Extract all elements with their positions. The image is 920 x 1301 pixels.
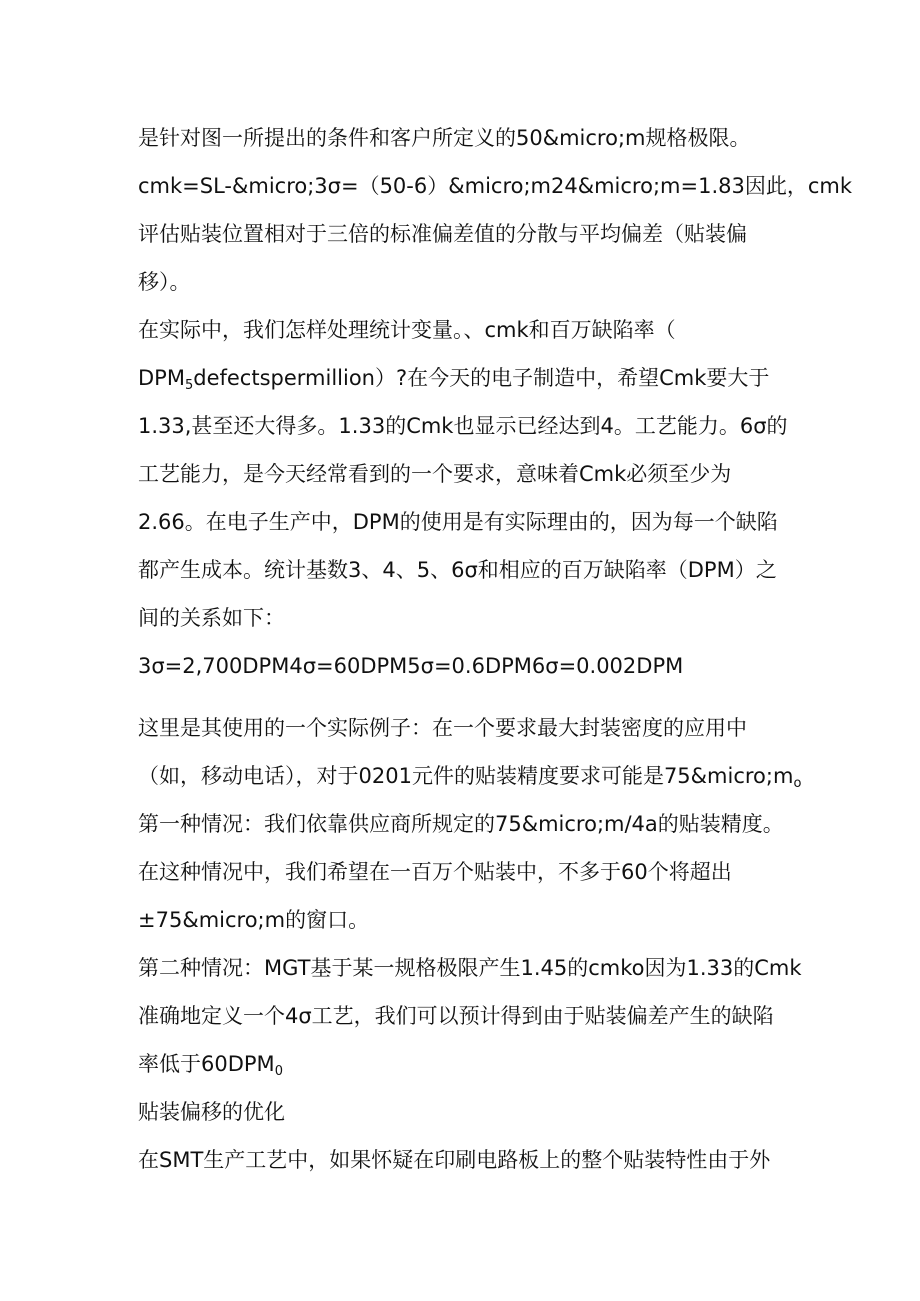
text-line: 工艺能力，是今天经常看到的一个要求，意味着Cmk必须至少为 [138, 462, 732, 486]
text-fragment: defectspermillion）?在今天的电子制造中，希望Cmk要大于 [193, 366, 770, 390]
text-line: 这里是其使用的一个实际例子：在一个要求最大封装密度的应用中 [138, 716, 747, 740]
text-line: 间的关系如下： [138, 606, 285, 630]
text-line: 在这种情况中，我们希望在一百万个贴装中，不多于60个将超出 [138, 860, 732, 884]
text-line: 在SMT生产工艺中，如果怀疑在印刷电路板上的整个贴装特性由于外 [138, 1148, 771, 1172]
text-line: cmk=SL-&micro;3σ=（50-6）&micro;m24&micro;m=1.83因此，cmk [138, 174, 852, 198]
text-line [138, 354, 788, 402]
section-heading: 贴装偏移的优化 [138, 1100, 285, 1124]
text-line: 第一种情况：我们依靠供应商所规定的75&micro;m/4a的贴装精度。 [138, 812, 784, 836]
subscript: 5 [184, 378, 194, 393]
text-line: 在实际中，我们怎样处理统计变量。、cmk和百万缺陷率（ [138, 318, 676, 342]
text-line: 移）。 [138, 270, 191, 294]
text-fragment: 率低于60DPM [138, 1052, 275, 1076]
text-line: 1.33,甚至还大得多。1.33的Cmk也显示已经达到4。工艺能力。6σ的 [138, 414, 788, 438]
formula-line: 3σ=2,700DPM4σ=60DPM5σ=0.6DPM6σ=0.002DPM [138, 654, 684, 678]
text-line: 评估贴装位置相对于三倍的标准偏差值的分散与平均偏差（贴装偏 [138, 222, 747, 246]
text-line: 都产生成本。统计基数3、4、5、6σ和相应的百万缺陷率（DPM）之 [138, 558, 777, 582]
text-line [138, 1040, 788, 1088]
text-line: ±75&micro;m的窗口。 [138, 908, 370, 932]
text-fragment: （如，移动电话），对于0201元件的贴装精度要求可能是75&micro;m [138, 764, 794, 788]
document-body [138, 114, 852, 1184]
text-fragment: DPM [138, 366, 185, 390]
subscript: o [793, 776, 802, 791]
text-line: 准确地定义一个4σ工艺，我们可以预计得到由于贴装偏差产生的缺陷 [138, 1004, 774, 1028]
subscript: 0 [274, 1064, 283, 1079]
text-line: 是针对图一所提出的条件和客户所定义的50&micro;m规格极限。 [138, 126, 751, 150]
text-line: 第二种情况：MGT基于某一规格极限产生1.45的cmko因为1.33的Cmk [138, 956, 802, 980]
text-line: 2.66。在电子生产中，DPM的使用是有实际理由的，因为每一个缺陷 [138, 510, 778, 534]
text-line [138, 752, 802, 800]
